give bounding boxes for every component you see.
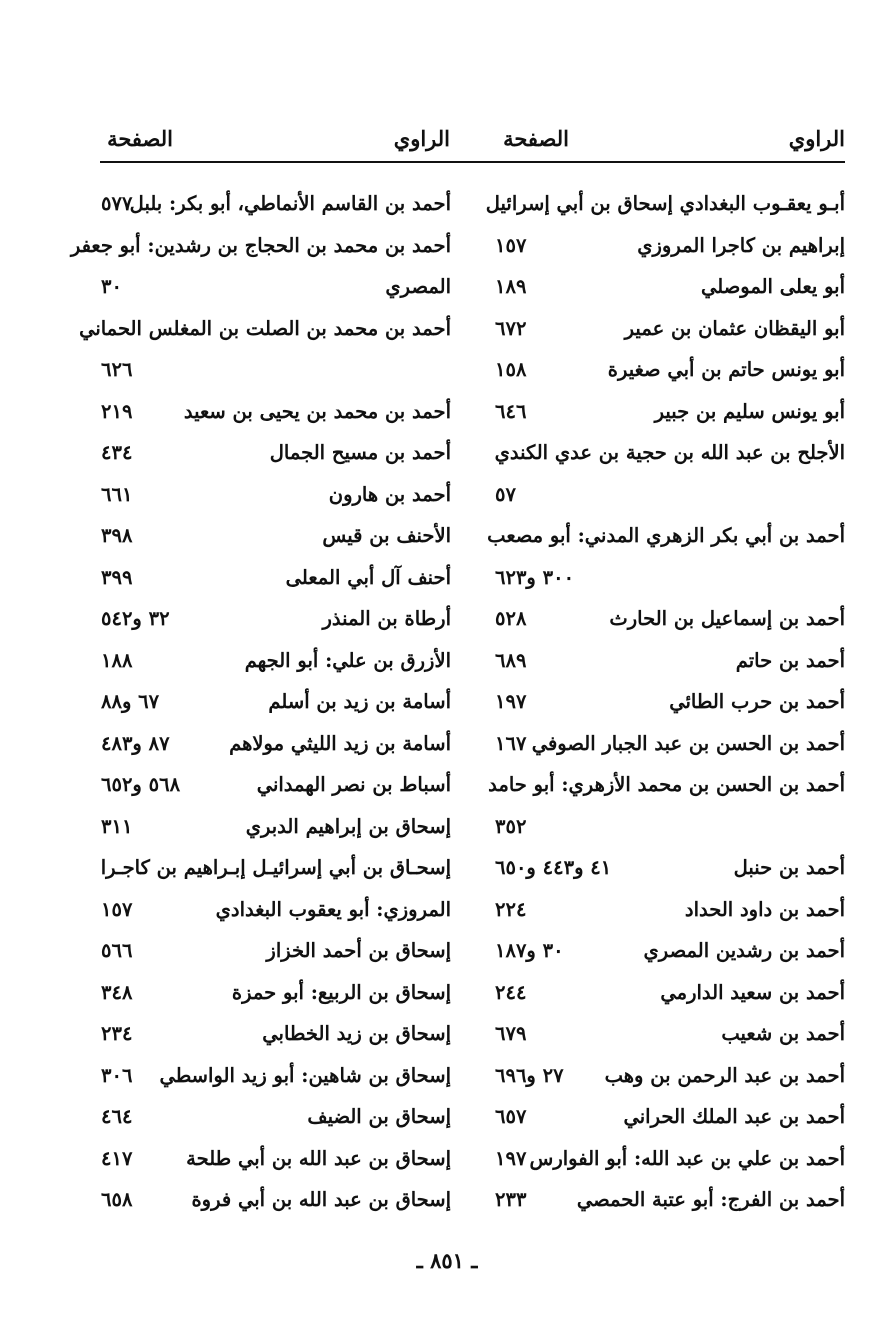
index-entry xyxy=(495,308,845,350)
page-reference: ٥٦٦ xyxy=(101,939,133,962)
narrator-name: إسحاق بن زيد الخطابي xyxy=(262,1022,451,1045)
index-entry xyxy=(495,889,845,931)
index-column-right xyxy=(485,183,845,1221)
index-entry xyxy=(101,474,451,516)
narrator-name: إسحاق بن الربيع: أبو حمزة xyxy=(231,980,451,1004)
narrator-name: أحنف آل أبي المعلى xyxy=(285,565,451,589)
narrator-name: أحمد بن محمد بن يحيى بن سعيد xyxy=(183,399,451,423)
page-reference: ٦٥٧ xyxy=(495,1105,527,1128)
page-reference: ١٥٧ xyxy=(495,233,527,257)
header-narrator-left: الراوي xyxy=(393,126,450,151)
index-entry xyxy=(495,1096,845,1138)
index-entry xyxy=(495,640,845,682)
narrator-name: أسامة بن زيد الليثي مولاهم xyxy=(229,731,451,755)
narrator-name: أحمد بن أبي بكر الزهري المدني: أبو مصعب xyxy=(487,524,845,547)
page-reference: ٣٤٨ xyxy=(101,980,133,1004)
index-entry xyxy=(70,225,451,267)
page-reference: ٥٧٧ xyxy=(101,192,133,215)
narrator-name: أحمد بن سعيد الدارمي xyxy=(660,980,845,1004)
narrator-name: المروزي: أبو يعقوب البغدادي xyxy=(215,897,451,921)
index-entry xyxy=(495,681,845,723)
page-reference: ٦٧٢ xyxy=(495,316,527,340)
page-reference: ٢٣٣ xyxy=(495,1188,527,1211)
page-reference: ١٦٧ xyxy=(495,731,527,755)
narrator-name: أحمد بن هارون xyxy=(328,482,451,506)
page-reference: ١٥٨ xyxy=(495,358,527,381)
index-entry xyxy=(495,1013,845,1055)
index-entry xyxy=(101,515,451,557)
narrator-name: أحمد بن حنبل xyxy=(733,856,845,879)
index-entry xyxy=(101,764,451,806)
index-entry xyxy=(79,308,451,350)
narrator-name: أحمد بن رشدين المصري xyxy=(643,939,845,962)
index-entry xyxy=(495,225,845,267)
narrator-name: أبو يونس حاتم بن أبي صغيرة xyxy=(607,358,845,381)
page-reference: ٣٠٦ xyxy=(101,1063,133,1087)
narrator-name: إسحاق بن إبراهيم الدبري xyxy=(245,814,451,838)
index-entry xyxy=(101,391,451,433)
page-reference: ٣٩٨ xyxy=(101,524,133,547)
page-reference: ٦٤٦ xyxy=(495,399,527,423)
narrator-name: الأزرق بن علي: أبو الجهم xyxy=(244,648,451,672)
page-reference: ٥٦٨ و٦٥٢ xyxy=(101,773,181,796)
narrator-name: أحمد بن شعيب xyxy=(721,1022,845,1045)
page-reference: ٢١٩ xyxy=(101,399,133,423)
page-reference: ٦٧ و٨٨ xyxy=(101,690,160,713)
narrator-name: الأجلح بن عبد الله بن حجية بن عدي الكندي xyxy=(494,441,845,464)
narrator-name: أبو يونس سليم بن جبير xyxy=(654,399,845,423)
narrator-name: أحمد بن الفرج: أبو عتبة الحمصي xyxy=(576,1188,845,1211)
narrator-name: أحمد بن مسيح الجمال xyxy=(269,441,451,464)
table-header xyxy=(100,120,845,156)
page-reference: ٤١٧ xyxy=(101,1146,133,1170)
index-entry xyxy=(495,432,845,474)
page-number: ـ ٨٥١ ـ xyxy=(416,1248,478,1273)
index-entry xyxy=(488,764,845,806)
index-entry xyxy=(101,432,451,474)
narrator-name: أحمد بن القاسم الأنماطي، أبو بكر: بلبل xyxy=(129,192,451,215)
index-entry xyxy=(495,266,845,308)
page-reference: ٣٠ و١٨٧ xyxy=(495,939,564,962)
header-page-right: الصفحة xyxy=(503,126,569,151)
narrator-name: أحمد بن علي بن عبد الله: أبو الفوارس xyxy=(529,1146,845,1170)
page-reference: ٤٦٤ xyxy=(101,1105,133,1128)
narrator-name: أحمد بن عبد الرحمن بن وهب xyxy=(604,1063,845,1087)
index-entry xyxy=(485,183,845,225)
index-entry xyxy=(495,847,845,889)
index-entry xyxy=(495,972,845,1014)
index-entry xyxy=(101,806,451,848)
page-reference: ٤٣٤ xyxy=(101,441,133,464)
header-divider xyxy=(100,161,845,163)
narrator-name: الأحنف بن قيس xyxy=(322,524,451,547)
narrator-name: أحمد بن حاتم xyxy=(735,648,845,672)
index-entry xyxy=(495,391,845,433)
index-entry xyxy=(487,515,845,557)
index-entry xyxy=(101,349,451,391)
narrator-name: أبو اليقظان عثمان بن عمير xyxy=(624,316,845,340)
narrator-name: المصري xyxy=(385,275,451,298)
header-narrator-right: الراوي xyxy=(788,126,845,151)
page-reference: ١٨٩ xyxy=(495,275,527,298)
narrator-name: أبـو يعقـوب البغدادي إسحاق بن أبي إسرائيل xyxy=(485,192,845,215)
page-reference: ٨٧ و٤٨٣ xyxy=(101,731,170,755)
narrator-name: أسباط بن نصر الهمداني xyxy=(256,773,451,796)
index-entry xyxy=(495,598,845,640)
index-entry xyxy=(495,930,845,972)
narrator-name: إسحاق بن الضيف xyxy=(307,1105,451,1128)
page-reference: ٣٢ و٥٤٢ xyxy=(101,607,170,630)
index-entry xyxy=(101,681,451,723)
index-entry xyxy=(101,1179,451,1221)
page-reference: ٣٥٢ xyxy=(495,814,527,838)
page-reference: ٥٧ xyxy=(495,482,516,506)
header-page-left: الصفحة xyxy=(107,126,173,151)
page-reference: ١٩٧ xyxy=(495,690,527,713)
index-entry xyxy=(101,598,451,640)
index-entry xyxy=(101,889,451,931)
page-reference: ١٥٧ xyxy=(101,897,133,921)
index-entry xyxy=(495,1179,845,1221)
index-entry xyxy=(495,349,845,391)
page-reference: ٦٧٩ xyxy=(495,1022,527,1045)
index-entry xyxy=(101,640,451,682)
narrator-name: أحمد بن محمد بن الحجاج بن رشدين: أبو جعفر xyxy=(70,233,451,257)
narrator-name: إسحاق بن أحمد الخزاز xyxy=(266,939,451,962)
index-entry xyxy=(101,1096,451,1138)
page-reference: ١٩٧ xyxy=(495,1146,527,1170)
index-entry xyxy=(101,557,451,599)
index-entry xyxy=(101,930,451,972)
page-reference: ٣٠٠ و٦٢٣ xyxy=(495,565,575,589)
page-reference: ٣٠ xyxy=(101,275,122,298)
index-entry xyxy=(101,1055,451,1097)
index-entry xyxy=(495,723,845,765)
index-entry xyxy=(101,847,451,889)
narrator-name: أبو يعلى الموصلي xyxy=(700,275,845,298)
page-reference: ٢٧ و٦٩٦ xyxy=(495,1063,564,1087)
narrator-name: أسامة بن زيد بن أسلم xyxy=(268,690,451,713)
index-entry xyxy=(101,266,451,308)
page-reference: ٢٢٤ xyxy=(495,897,527,921)
index-entry xyxy=(495,806,845,848)
narrator-name: أحمد بن محمد بن الصلت بن المغلس الحماني xyxy=(79,316,451,340)
page-reference: ٦٨٩ xyxy=(495,648,527,672)
narrator-name: إسحـاق بن أبي إسرائيـل إبـراهيم بن كاجـرا xyxy=(100,856,451,879)
index-entry xyxy=(495,1055,845,1097)
narrator-name: إسحاق بن عبد الله بن أبي فروة xyxy=(191,1188,451,1211)
narrator-name: أحمد بن حرب الطائي xyxy=(669,690,845,713)
narrator-name: أحمد بن عبد الملك الحراني xyxy=(623,1105,845,1128)
page-reference: ٤١ و٤٤٣ و٦٥٠ xyxy=(495,856,612,879)
page-reference: ٣١١ xyxy=(101,814,133,838)
narrator-name: أرطاة بن المنذر xyxy=(322,607,451,630)
page-reference: ٥٢٨ xyxy=(495,607,527,630)
page-reference: ٢٣٤ xyxy=(101,1022,133,1045)
page-reference: ٦٢٦ xyxy=(101,358,133,381)
index-entry xyxy=(101,1138,451,1180)
index-entry xyxy=(495,474,845,516)
narrator-name: أحمد بن إسماعيل بن الحارث xyxy=(609,607,845,630)
narrator-name: أحمد بن الحسن بن محمد الأزهري: أبو حامد xyxy=(488,773,845,796)
narrator-name: إسحاق بن شاهين: أبو زيد الواسطي xyxy=(159,1063,451,1087)
narrator-name: أحمد بن داود الحداد xyxy=(684,897,845,921)
index-entry xyxy=(101,723,451,765)
page-reference: ١٨٨ xyxy=(101,648,133,672)
narrator-name: أحمد بن الحسن بن عبد الجبار الصوفي xyxy=(531,731,845,755)
narrator-name: إسحاق بن عبد الله بن أبي طلحة xyxy=(186,1146,451,1170)
narrator-name: إبراهيم بن كاجرا المروزي xyxy=(637,233,845,257)
page-reference: ٢٤٤ xyxy=(495,980,527,1004)
index-entry xyxy=(495,557,845,599)
index-entry xyxy=(495,1138,845,1180)
index-column-left xyxy=(70,183,451,1221)
page-reference: ٦٥٨ xyxy=(101,1188,133,1211)
page-reference: ٦٦١ xyxy=(101,482,133,506)
index-entry xyxy=(101,1013,451,1055)
page-reference: ٣٩٩ xyxy=(101,565,133,589)
index-entry xyxy=(101,183,451,225)
index-entry xyxy=(101,972,451,1014)
